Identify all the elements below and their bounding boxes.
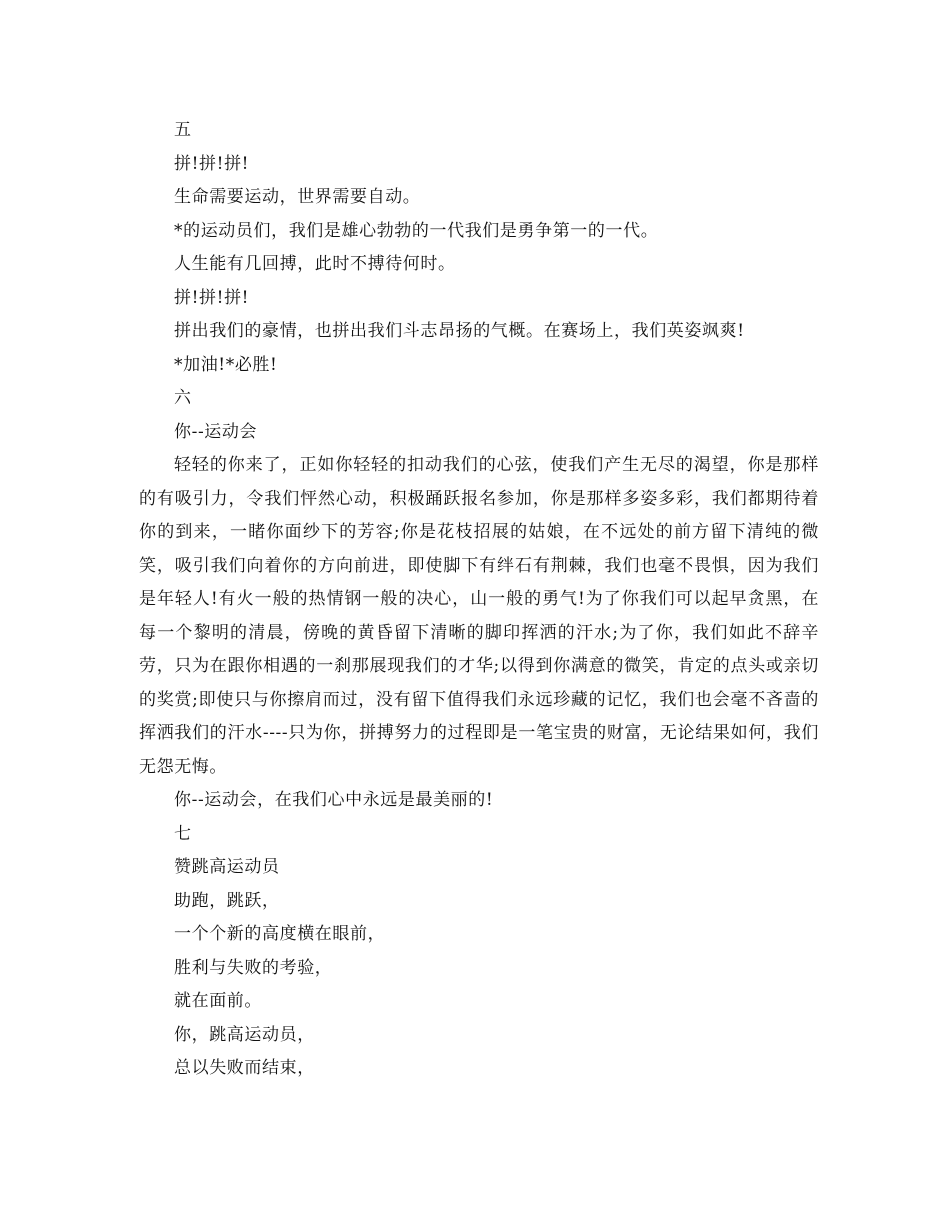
poem-line: 胜利与失败的考验， [174, 957, 333, 978]
text-line: 生命需要运动，世界需要自动。 [174, 187, 421, 207]
document-body [139, 114, 819, 1086]
text-line: *加油!*必胜! [174, 354, 278, 375]
body-paragraph: 轻轻的你来了，正如你轻轻的扣动我们的心弦，使我们产生无尽的渴望，你是那样的有吸引力，令我们怦然心动，积极踊跃报名参加，你是那样多姿多彩，我们都期待着你的到来，一睹你面纱下的芳容;你是花枝招展的姑娘，在不远处的前方留下清纯的微笑，吸引我们向着你的方向前进，即使脚下有绊石有荆棘，我们也毫不畏惧，因为我们是年轻人!有火一般的热情钢一般的决心，山一般的勇气!为了你我们可以起早贪黑，在每一个黎明的清晨，傍晚的黄昏留下清晰的脚印挥洒的汗水;为了你，我们如此不辞辛劳，只为在跟你相遇的一刹那展现我们的才华;以得到你满意的微笑，肯定的点头或亲切的奖赏;即使只与你擦肩而过，没有留下值得我们永远珍藏的记忆，我们也会毫不吝啬的挥洒我们的汗水----只为你，拼搏努力的过程即是一笔宝贵的财富，无论结果如何，我们无怨无悔。 [139, 455, 819, 777]
section-number-6: 六 [174, 388, 192, 408]
section-number-5: 五 [174, 120, 192, 140]
poem-line: 助跑，跳跃， [174, 890, 280, 911]
text-line: *的运动员们，我们是雄心勃勃的一代我们是勇争第一的一代。 [174, 220, 659, 241]
section-number-7: 七 [174, 823, 192, 844]
text-line: 拼!拼!拼! [174, 287, 250, 308]
poem-line: 总以失败而结束， [174, 1058, 315, 1078]
closing-line: 你--运动会，在我们心中永远是最美丽的! [174, 790, 494, 810]
poem-line: 你，跳高运动员， [174, 1024, 315, 1045]
poem-line: 就在面前。 [174, 991, 262, 1011]
text-line: 拼!拼!拼! [174, 153, 250, 174]
text-line: 人生能有几回搏，此时不搏待何时。 [174, 254, 456, 274]
section-title-6: 你--运动会 [174, 421, 258, 442]
poem-line: 一个个新的高度横在眼前， [174, 924, 386, 944]
text-line: 拼出我们的豪情，也拼出我们斗志昂扬的气概。在赛场上，我们英姿飒爽! [174, 321, 745, 341]
section-title-7: 赞跳高运动员 [174, 857, 280, 877]
